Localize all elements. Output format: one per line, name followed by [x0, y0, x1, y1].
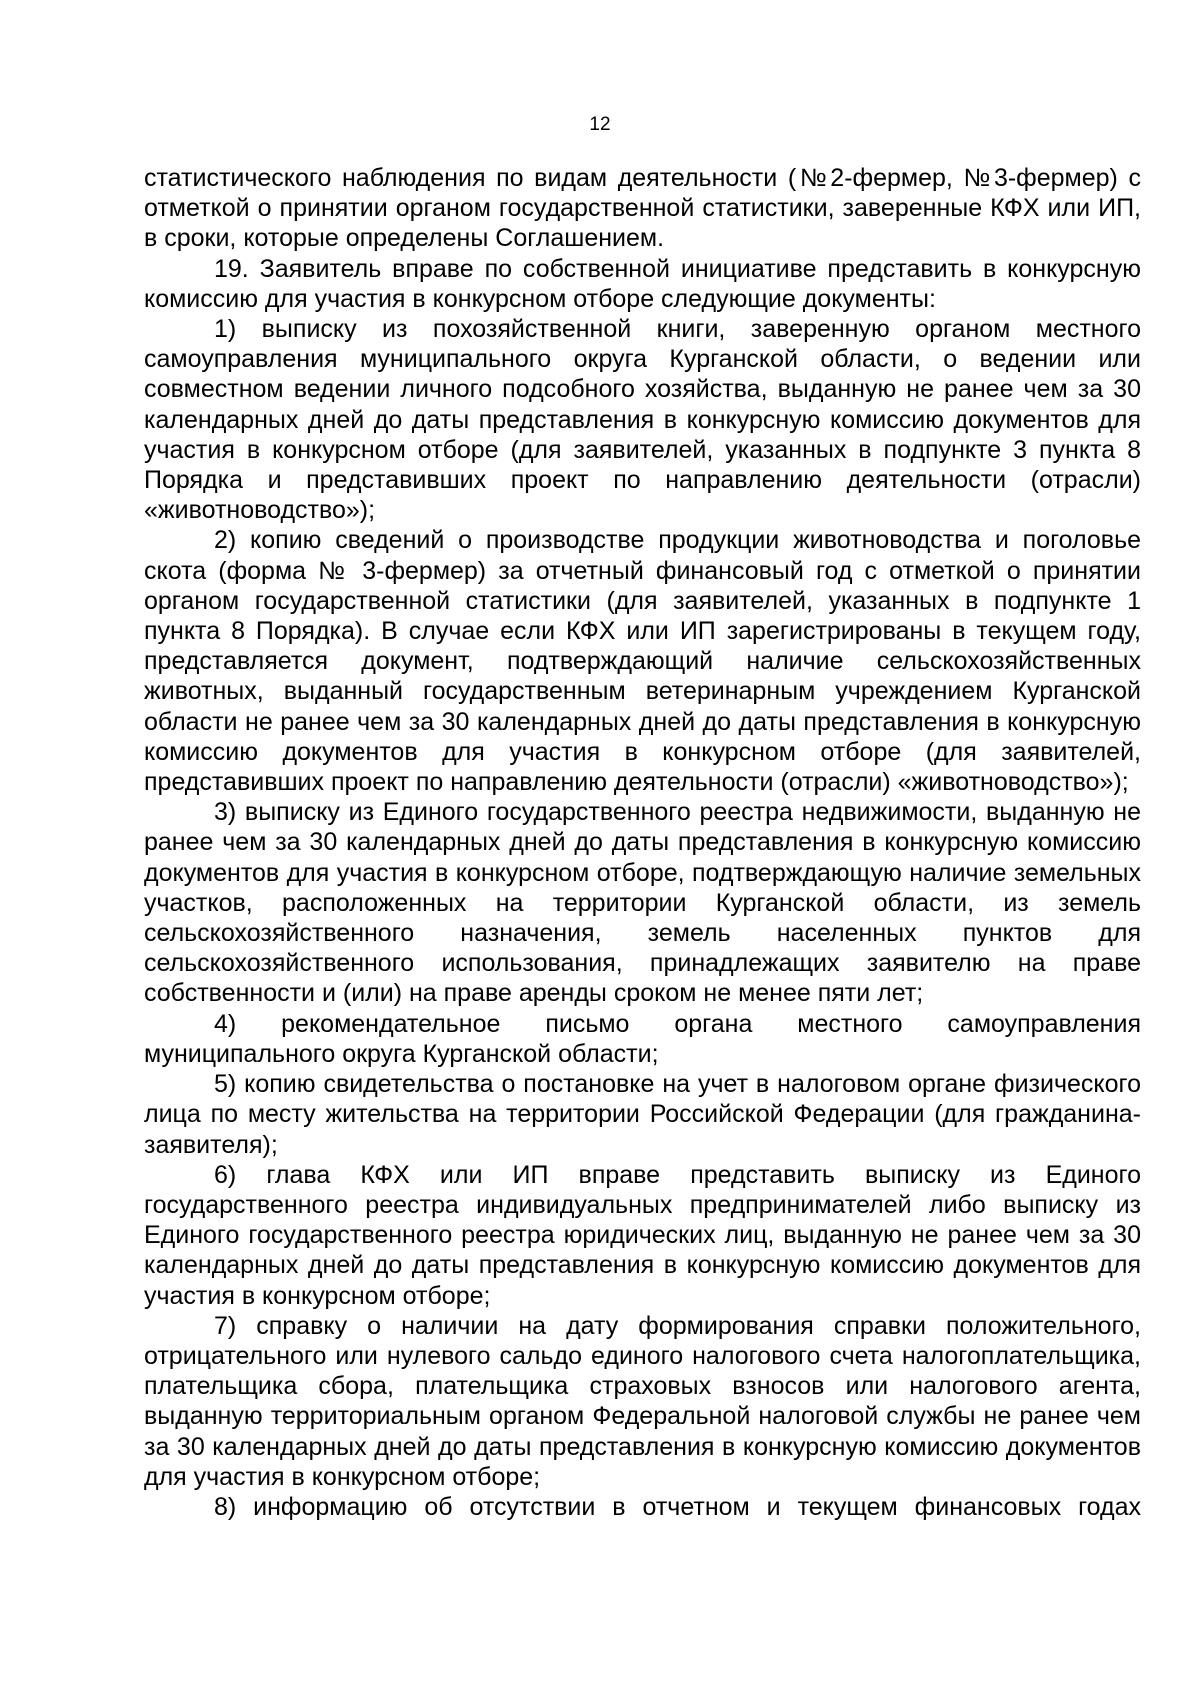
page-number: 12	[589, 114, 611, 135]
paragraph-subitem-8: 8) информацию об отсутствии в отчетном и текущем финансовых годах	[214, 1492, 1141, 1521]
document-body	[144, 163, 1141, 1522]
paragraph-subitem-6: 6) глава КФХ или ИП вправе представить выписку из Единого государственного реестра индивидуальных предпринимателей либо выписку из Единого государственного реестра юридических лиц, выданную не ранее чем за 30 календарных дней до даты представления в конкурсную комиссию документов для участия в конкурсном отборе;	[144, 1160, 1141, 1310]
paragraph-item-19: 19. Заявитель вправе по собственной инициативе представить в конкурсную комиссию для участия в конкурсном отборе следующие документы:	[144, 254, 1141, 313]
paragraph-subitem-3: 3) выписку из Единого государственного реестра недвижимости, выданную не ранее чем за 30 календарных дней до даты представления в конкурсную комиссию документов для участия в конкурсном отборе, подтверждающую наличие земельных участков, расположенных на территории Курганской области, из земель сельскохозяйственного назначения, земель населенных пунктов для сельскохозяйственного использования, принадлежащих заявителю на праве собственности и (или) на праве аренды сроком не менее пяти лет;	[144, 798, 1141, 1008]
paragraph-subitem-1: 1) выписку из похозяйственной книги, заверенную органом местного самоуправления муниципального округа Курганской области, о ведении или совместном ведении личного подсобного хозяйства, выданную не ранее чем за 30 календарных дней до даты представления в конкурсную комиссию документов для участия в конкурсном отборе (для заявителей, указанных в подпункте 3 пункта 8 Порядка и представивших проект по направлению деятельности (отрасли) «животноводство»);	[144, 315, 1141, 525]
paragraph-subitem-7: 7) справку о наличии на дату формирования справки положительного, отрицательного или нулевого сальдо единого налогового счета налогоплательщика, плательщика сбора, плательщика страховых взносов или налогового агента, выданную территориальным органом Федеральной налоговой службы не ранее чем за 30 календарных дней до даты представления в конкурсную комиссию документов для участия в конкурсном отборе;	[144, 1311, 1141, 1491]
paragraph-continuation: статистического наблюдения по видам деятельности (№2-фермер, №3-фермер) с отметкой о принятии органом государственной статистики, заверенные КФХ или ИП, в сроки, которые определены Соглашением.	[144, 164, 1141, 253]
paragraph-subitem-2: 2) копию сведений о производстве продукции животноводства и поголовье скота (форма № 3-фермер) за отчетный финансовый год с отметкой о принятии органом государственной статистики (для заявителей, указанных в подпункте 1 пункта 8 Порядка). В случае если КФХ или ИП зарегистрированы в текущем году, представляется документ, подтверждающий наличие сельскохозяйственных животных, выданный государственным ветеринарным учреждением Курганской области не ранее чем за 30 календарных дней до даты представления в конкурсную комиссию документов для участия в конкурсном отборе (для заявителей, представивших проект по направлению деятельности (отрасли) «животноводство»);	[144, 526, 1141, 797]
paragraph-subitem-4: 4) рекомендательное письмо органа местного самоуправления муниципального округа Курганской области;	[144, 1009, 1141, 1068]
paragraph-subitem-5: 5) копию свидетельства о постановке на учет в налоговом органе физического лица по месту жительства на территории Российской Федерации (для гражданина-заявителя);	[144, 1070, 1141, 1159]
